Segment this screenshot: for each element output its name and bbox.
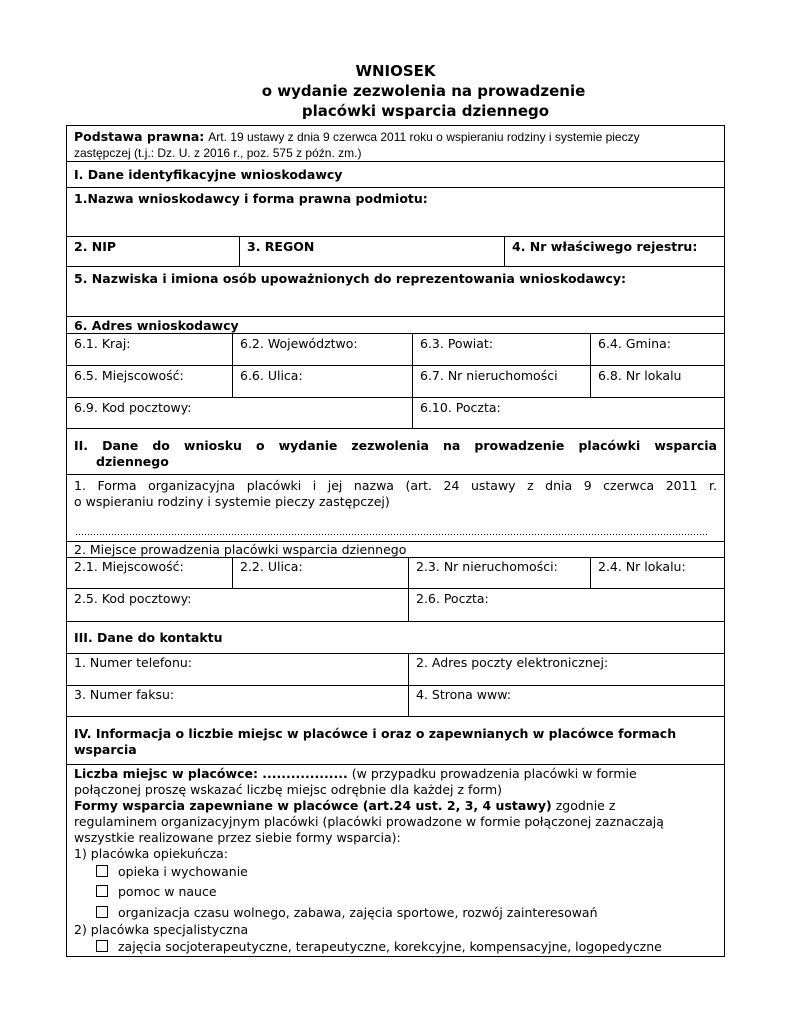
- checkbox[interactable]: [96, 906, 108, 918]
- voivodeship-field[interactable]: 6.2. Województwo:: [240, 336, 358, 351]
- places-count-label: Liczba miejsc w placówce: ..................: [74, 766, 348, 781]
- section-2-heading-cont: dziennego: [96, 454, 169, 469]
- section-1-heading: I. Dane identyfikacyjne wnioskodawcy: [74, 167, 343, 182]
- location-building-number-field[interactable]: 2.3. Nr nieruchomości:: [416, 559, 558, 574]
- email-field[interactable]: 2. Adres poczty elektronicznej:: [416, 655, 609, 670]
- location-postal-code-field[interactable]: 2.5. Kod pocztowy:: [74, 591, 192, 606]
- section-4-heading: IV. Informacja o liczbie miejsc w placówce i oraz o zapewnianych w placówce formach: [74, 726, 677, 741]
- option-label: organizacja czasu wolnego, zabawa, zajęcia sportowe, rozwój zainteresowań: [118, 905, 598, 920]
- address-heading: 6. Adres wnioskodawcy: [74, 318, 239, 333]
- care-facility-group: 1) placówka opiekuńcza:: [74, 846, 229, 861]
- section-2-heading: II. Dane do wniosku o wydanie zezwolenia na prowadzenie placówki wsparcia: [74, 438, 717, 453]
- application-form: [66, 125, 725, 957]
- places-count-line[interactable]: [74, 766, 637, 782]
- checkbox[interactable]: [96, 940, 108, 952]
- support-forms-note-cont: regulaminem organizacyjnym placówki (placówki prowadzone w formie połączonej zaznaczają: [74, 814, 664, 829]
- authorized-persons-field[interactable]: 5. Nazwiska i imiona osób upoważnionych do reprezentowania wnioskodawcy:: [74, 271, 627, 286]
- nip-field[interactable]: 2. NIP: [74, 239, 117, 254]
- phone-field[interactable]: 1. Numer telefonu:: [74, 655, 193, 670]
- country-field[interactable]: 6.1. Kraj:: [74, 336, 131, 351]
- organizational-form-field-cont: o wspieraniu rodziny i systemie pieczy zastępczej): [74, 494, 390, 509]
- municipality-field[interactable]: 6.4. Gmina:: [598, 336, 671, 351]
- form-subtitle-line2: placówki wsparcia dziennego: [301, 102, 550, 120]
- legal-basis: [74, 129, 640, 145]
- street-field[interactable]: 6.6. Ulica:: [240, 368, 303, 383]
- places-count-note: (w przypadku prowadzenia placówki w formie: [347, 766, 637, 781]
- support-forms-label: Formy wsparcia zapewniane w placówce (art.24 ust. 2, 3, 4 ustawy): [74, 798, 552, 813]
- city-field[interactable]: 6.5. Miejscowość:: [74, 368, 184, 383]
- support-forms-note-cont2: wszystkie realizowane przez siebie formy wsparcia):: [74, 830, 401, 845]
- applicant-name-field[interactable]: 1.Nazwa wnioskodawcy i forma prawna podmiotu:: [74, 191, 428, 206]
- post-office-field[interactable]: 6.10. Poczta:: [420, 400, 501, 415]
- postal-code-field[interactable]: 6.9. Kod pocztowy:: [74, 400, 192, 415]
- regon-field[interactable]: 3. REGON: [247, 239, 315, 254]
- option-label: zajęcia socjoterapeutyczne, terapeutyczne, korekcyjne, kompensacyjne, logopedyczne: [118, 939, 662, 954]
- option-label: opieka i wychowanie: [118, 864, 248, 879]
- location-post-office-field[interactable]: 2.6. Poczta:: [416, 591, 489, 606]
- district-field[interactable]: 6.3. Powiat:: [420, 336, 494, 351]
- section-4-heading-cont: wsparcia: [74, 742, 137, 757]
- legal-basis-text-cont: zastępczej (t.j.: Dz. U. z 2016 r., poz. 575 z późn. zm.): [74, 146, 362, 160]
- support-forms-line: [74, 798, 615, 814]
- website-field[interactable]: 4. Strona www:: [416, 687, 512, 702]
- support-forms-note: zgodnie z: [551, 798, 616, 813]
- checkbox[interactable]: [96, 885, 108, 897]
- fax-field[interactable]: 3. Numer faksu:: [74, 687, 175, 702]
- organizational-form-field[interactable]: 1. Forma organizacyjna placówki i jej nazwa (art. 24 ustawy z dnia 9 czerwca 2011 r.: [74, 478, 717, 493]
- apartment-number-field[interactable]: 6.8. Nr lokalu: [598, 368, 682, 383]
- form-title: WNIOSEK: [355, 62, 436, 80]
- option-homework-help[interactable]: [96, 884, 217, 900]
- register-number-field[interactable]: 4. Nr właściwego rejestru:: [512, 239, 698, 254]
- location-apartment-number-field[interactable]: 2.4. Nr lokalu:: [598, 559, 686, 574]
- location-street-field[interactable]: 2.2. Ulica:: [240, 559, 303, 574]
- option-care-and-upbringing[interactable]: [96, 864, 248, 880]
- checkbox[interactable]: [96, 865, 108, 877]
- option-therapy-classes[interactable]: [96, 939, 662, 955]
- form-subtitle-line1: o wydanie zezwolenia na prowadzenie: [261, 82, 586, 100]
- option-leisure-activities[interactable]: [96, 905, 598, 921]
- location-city-field[interactable]: 2.1. Miejscowość:: [74, 559, 184, 574]
- legal-basis-text: Art. 19 ustawy z dnia 9 czerwca 2011 roku o wspieraniu rodziny i systemie pieczy: [208, 130, 640, 144]
- specialist-facility-group: 2) placówka specjalistyczna: [74, 922, 249, 937]
- legal-basis-label: Podstawa prawna:: [74, 129, 205, 144]
- section-3-heading: III. Dane do kontaktu: [74, 630, 223, 645]
- option-label: pomoc w nauce: [118, 884, 217, 899]
- places-count-note-cont: połączonej proszę wskazać liczbę miejsc odrębnie dla każdej z form): [74, 782, 503, 797]
- building-number-field[interactable]: 6.7. Nr nieruchomości: [420, 368, 558, 383]
- fill-in-dotted-line[interactable]: [75, 533, 709, 536]
- location-heading: 2. Miejsce prowadzenia placówki wsparcia dziennego: [74, 542, 407, 557]
